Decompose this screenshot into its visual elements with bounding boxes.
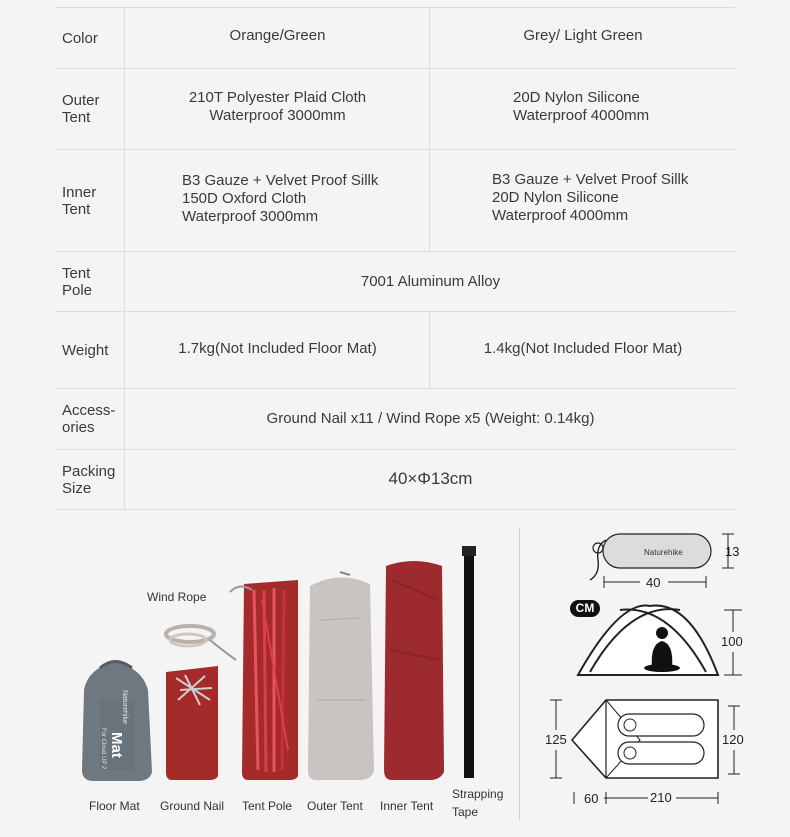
unit-badge: CM [570, 600, 600, 617]
cell-text: Waterproof 4000mm [492, 206, 629, 224]
label-text: Pole [62, 281, 93, 299]
pack-brand-text: Naturehike [644, 548, 683, 557]
tent-height-diagram [578, 606, 742, 675]
wind-rope-image [166, 626, 236, 660]
label-text: Inner [62, 183, 97, 201]
pack-length-value: 40 [646, 575, 661, 590]
section-divider [519, 528, 520, 820]
inner-tent-bag-image [384, 561, 444, 780]
label-text: ories [62, 419, 95, 436]
mat-bag-subtext: For Cloud UP 2 [100, 728, 106, 770]
label-text: Weight [62, 341, 109, 359]
label-text: Color [62, 29, 98, 47]
ground-nail-bag-image [166, 666, 218, 780]
ground-nail-label: Ground Nail [160, 799, 225, 813]
cell-text: 20D Nylon Silicone [513, 89, 640, 106]
label-text: Outer [62, 92, 100, 109]
outer-tent-bag-image [308, 572, 374, 780]
tent-pole-label: Tent Pole [242, 799, 293, 813]
floor-length-value: 210 [650, 790, 672, 805]
floor-width-right-value: 120 [722, 732, 744, 747]
floor-mat-label: Floor Mat [89, 799, 140, 813]
tent-pole-bag-image [230, 580, 298, 780]
mat-bag-brand: Naturehike [121, 690, 128, 724]
inner-tent-label: Inner Tent [380, 799, 434, 813]
pack-diameter-value: 13 [725, 544, 740, 559]
strapping-tape-image [462, 546, 476, 778]
tent-height-value: 100 [721, 634, 743, 649]
label-text: Packing [62, 462, 116, 480]
wind-rope-label: Wind Rope [147, 590, 207, 604]
floor-mat-bag-image [82, 662, 152, 782]
outer-tent-label: Outer Tent [307, 799, 363, 813]
cell-text: B3 Gauze + Velvet Proof Sillk [492, 170, 689, 188]
strapping-tape-label: Strapping [452, 787, 504, 801]
cell-text: Orange/Green [229, 27, 326, 44]
strapping-tape-label: Tape [452, 805, 479, 819]
cell-text: 150D Oxford Cloth [182, 189, 307, 207]
label-text: Tent [62, 264, 91, 282]
cell-text: 210T Polyester Plaid Cloth [188, 89, 367, 106]
cell-text: Grey/ Light Green [523, 27, 643, 44]
cell-text: Waterproof 4000mm [513, 107, 650, 124]
cell-text: 7001 Aluminum Alloy [360, 273, 501, 290]
vestibule-length-value: 60 [584, 791, 599, 806]
label-text: Size [62, 479, 92, 497]
floor-width-left-value: 125 [545, 732, 567, 747]
cell-text: Ground Nail x11 / Wind Rope x5 (Weight: 0.14kg) [266, 409, 595, 427]
packed-tent-diagram [590, 534, 734, 588]
cell-text: B3 Gauze + Velvet Proof Sillk [182, 171, 379, 189]
mat-bag-text: Mat [108, 732, 125, 758]
cell-text: Waterproof 3000mm [182, 207, 319, 225]
cell-text: 40×Φ13cm [388, 468, 473, 488]
cell-text: Waterproof 3000mm [209, 107, 346, 124]
label-text: Access- [62, 402, 116, 419]
cell-text: 1.7kg(Not Included Floor Mat) [178, 340, 377, 357]
label-text: Tent [62, 200, 91, 218]
tent-floor-diagram [550, 700, 740, 804]
cell-text: 20D Nylon Silicone [492, 188, 619, 206]
cell-text: 1.4kg(Not Included Floor Mat) [483, 340, 683, 357]
label-text: Tent [62, 109, 91, 126]
